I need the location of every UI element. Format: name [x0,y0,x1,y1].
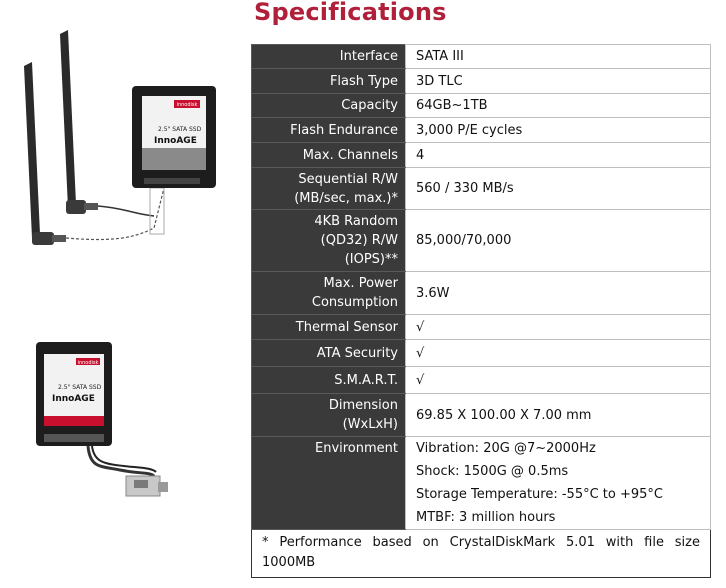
spec-label-line: Dimension [328,398,398,413]
spec-label [252,272,406,315]
spec-label: ATA Security [252,340,406,367]
spec-row-flash-endurance [252,118,711,143]
spec-label-line: (WxLxH) [342,417,398,432]
spec-value: √ [406,367,711,394]
spec-row-smart [252,367,711,394]
environment-line: MTBF: 3 million hours [416,510,556,525]
ssd-with-cable-image [30,338,190,508]
connector-icon [126,476,168,496]
spec-label-line: (MB/sec, max.)* [294,190,398,206]
spec-row-4kb-random [252,210,711,272]
spec-label-line: Max. Power [323,276,398,291]
spec-label [252,210,406,272]
spec-row-sequential-rw [252,168,711,210]
spec-label: Environment [252,437,406,530]
footnote-text: * Performance based on CrystalDiskMark 5.01 with file size 1000MB [262,535,700,570]
spec-row-capacity [252,94,711,118]
ssd-model-label: InnoAGE [154,136,197,146]
ssd-with-antennas-image [14,28,224,273]
spec-label: Capacity [252,94,406,118]
specifications-table [251,44,711,578]
spec-row-max-power [252,272,711,315]
spec-label: Max. Channels [252,143,406,168]
spec-label-line: Consumption [311,295,398,310]
spec-value: 560 / 330 MB/s [406,168,711,210]
ssd-brand-label: innodisk [77,360,99,366]
spec-value: √ [406,315,711,340]
spec-value: 85,000/70,000 [406,210,711,272]
ssd-model-label: InnoAGE [52,394,95,404]
footnote [252,530,711,578]
spec-label: Flash Endurance [252,118,406,143]
spec-label-line: Sequential R/W [298,171,398,187]
spec-value: 3.6W [406,272,711,315]
environment-line: Vibration: 20G @7~2000Hz [416,441,596,456]
spec-label-line: (QD32) R/W [320,233,398,248]
spec-label: S.M.A.R.T. [252,367,406,394]
environment-line: Shock: 1500G @ 0.5ms [416,464,569,479]
environment-line: Storage Temperature: -55°C to +95°C [416,487,663,502]
ssd-type-label: 2.5" SATA SSD [58,384,102,391]
spec-label [252,394,406,437]
spec-value: 3,000 P/E cycles [406,118,711,143]
spec-label-line: 4KB Random [314,214,398,229]
spec-label: Thermal Sensor [252,315,406,340]
spec-value: SATA III [406,45,711,69]
spec-value: 69.85 X 100.00 X 7.00 mm [406,394,711,437]
spec-row-max-channels [252,143,711,168]
spec-label-line: (IOPS)** [344,252,398,267]
antenna-icon [24,62,66,245]
spec-label [252,168,406,210]
spec-value: 4 [406,143,711,168]
spec-row-environment [252,437,711,530]
spec-row-ata-security [252,340,711,367]
spec-row-interface [252,45,711,69]
ssd-type-label: 2.5" SATA SSD [158,126,202,133]
spec-row-flash-type [252,69,711,94]
spec-value: √ [406,340,711,367]
page-title: Specifications [254,0,447,26]
spec-label: Flash Type [252,69,406,94]
spec-row-footnote [252,530,711,578]
antenna-icon [60,30,98,214]
ssd-brand-label: innodisk [176,102,198,108]
spec-label: Interface [252,45,406,69]
spec-row-dimension [252,394,711,437]
spec-row-thermal-sensor [252,315,711,340]
spec-value: 64GB~1TB [406,94,711,118]
spec-value-environment [406,437,711,530]
spec-value: 3D TLC [406,69,711,94]
